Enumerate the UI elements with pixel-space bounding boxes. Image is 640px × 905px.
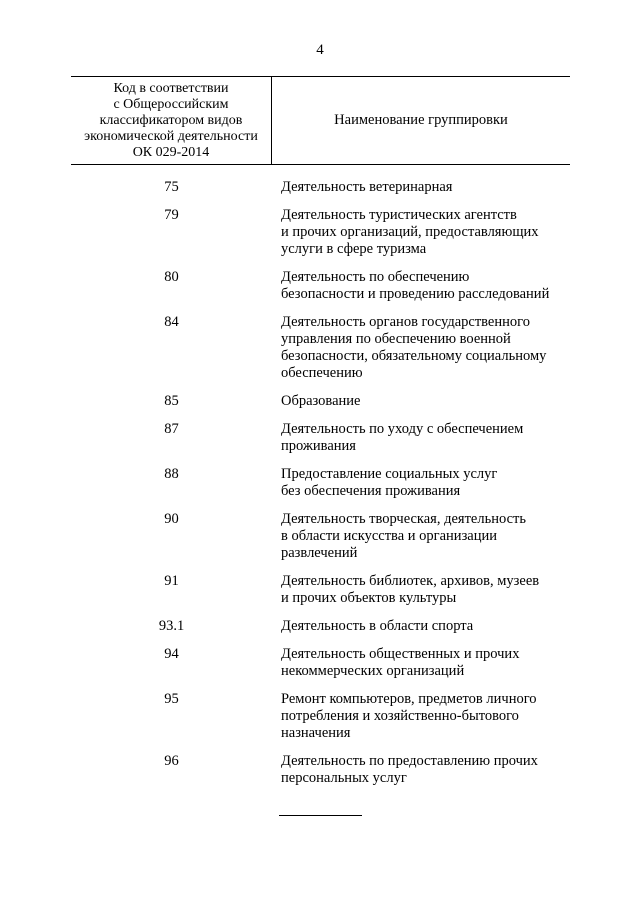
- row-code: 91: [164, 573, 179, 589]
- header-code-line: ОК 029-2014: [132, 145, 210, 160]
- page-number: 4: [316, 42, 324, 58]
- row-name: [272, 511, 526, 562]
- table-body: [71, 179, 570, 798]
- row-code: 79: [164, 207, 179, 223]
- row-code: 94: [164, 646, 179, 662]
- row-name-line: Деятельность ветеринарная: [281, 179, 453, 195]
- table-row: [71, 618, 570, 635]
- row-name-line: Деятельность творческая, деятельность: [281, 511, 526, 527]
- row-name-line: в области искусства и организации: [281, 528, 498, 544]
- row-name-line: развлечений: [281, 545, 358, 561]
- row-code: 85: [164, 393, 179, 409]
- row-code: 80: [164, 269, 179, 285]
- row-code: 93.1: [158, 618, 185, 634]
- row-code: 88: [164, 466, 179, 482]
- table-row: [71, 393, 570, 410]
- table-row: [71, 314, 570, 382]
- table-row: [71, 207, 570, 258]
- header-code-line: экономической деятельности: [84, 129, 258, 144]
- header-name-column: Наименование группировки: [334, 112, 508, 128]
- row-name-line: безопасности и проведению расследований: [281, 286, 550, 302]
- row-name: [272, 393, 360, 410]
- row-name: [272, 618, 473, 635]
- row-name-line: потребления и хозяйственно-бытового: [281, 708, 519, 724]
- row-name: [272, 207, 539, 258]
- row-code: 95: [164, 691, 179, 707]
- row-code: 90: [164, 511, 179, 527]
- row-name: [272, 573, 539, 607]
- table-row: [71, 511, 570, 562]
- table-row: [71, 179, 570, 196]
- row-name-line: Деятельность по обеспечению: [281, 269, 470, 285]
- row-name-line: некоммерческих организаций: [281, 663, 465, 679]
- row-name-line: и прочих организаций, предоставляющих: [281, 224, 539, 240]
- row-name-line: без обеспечения проживания: [281, 483, 461, 499]
- row-name-line: Деятельность по уходу с обеспечением: [281, 421, 524, 437]
- row-name-line: Ремонт компьютеров, предметов личного: [281, 691, 537, 707]
- table-row: [71, 466, 570, 500]
- row-name: [272, 269, 549, 303]
- header-code-column: [71, 77, 272, 164]
- classifier-table: [71, 76, 570, 786]
- header-code-line: классификатором видов: [99, 113, 243, 128]
- table-row: [71, 753, 570, 787]
- row-name: [272, 691, 537, 742]
- table-row: [71, 269, 570, 303]
- row-name-line: и прочих объектов культуры: [281, 590, 457, 606]
- table-row: [71, 646, 570, 680]
- row-name: [272, 646, 519, 680]
- row-name-line: Деятельность библиотек, архивов, музеев: [281, 573, 540, 589]
- row-name-line: Деятельность органов государственного: [281, 314, 530, 330]
- table-row: [71, 573, 570, 607]
- table-header: [71, 76, 570, 165]
- row-name: [272, 466, 497, 500]
- row-name-line: персональных услуг: [281, 770, 407, 786]
- row-name: [272, 753, 538, 787]
- row-name-line: Деятельность общественных и прочих: [281, 646, 520, 662]
- header-code-line: с Общероссийским: [113, 97, 229, 112]
- row-name: [272, 179, 452, 196]
- row-name-line: Образование: [281, 393, 361, 409]
- row-name-line: Деятельность в области спорта: [281, 618, 474, 634]
- row-name: [272, 421, 523, 455]
- row-name-line: Деятельность по предоставлению прочих: [281, 753, 538, 769]
- table-row: [71, 421, 570, 455]
- row-code: 96: [164, 753, 179, 769]
- row-name-line: Предоставление социальных услуг: [281, 466, 498, 482]
- header-code-line: Код в соответствии: [113, 81, 229, 96]
- row-name-line: назначения: [281, 725, 351, 741]
- row-name-line: Деятельность туристических агентств: [281, 207, 517, 223]
- row-code: 84: [164, 314, 179, 330]
- table-row: [71, 691, 570, 742]
- row-name-line: безопасности, обязательному социальному: [281, 348, 547, 364]
- row-name-line: управления по обеспечению военной: [281, 331, 511, 347]
- row-code: 87: [164, 421, 179, 437]
- row-name-line: проживания: [281, 438, 356, 454]
- row-name: [272, 314, 546, 382]
- row-name-line: обеспечению: [281, 365, 363, 381]
- row-name-line: услуги в сфере туризма: [281, 241, 427, 257]
- end-rule: [279, 815, 362, 816]
- row-code: 75: [164, 179, 179, 195]
